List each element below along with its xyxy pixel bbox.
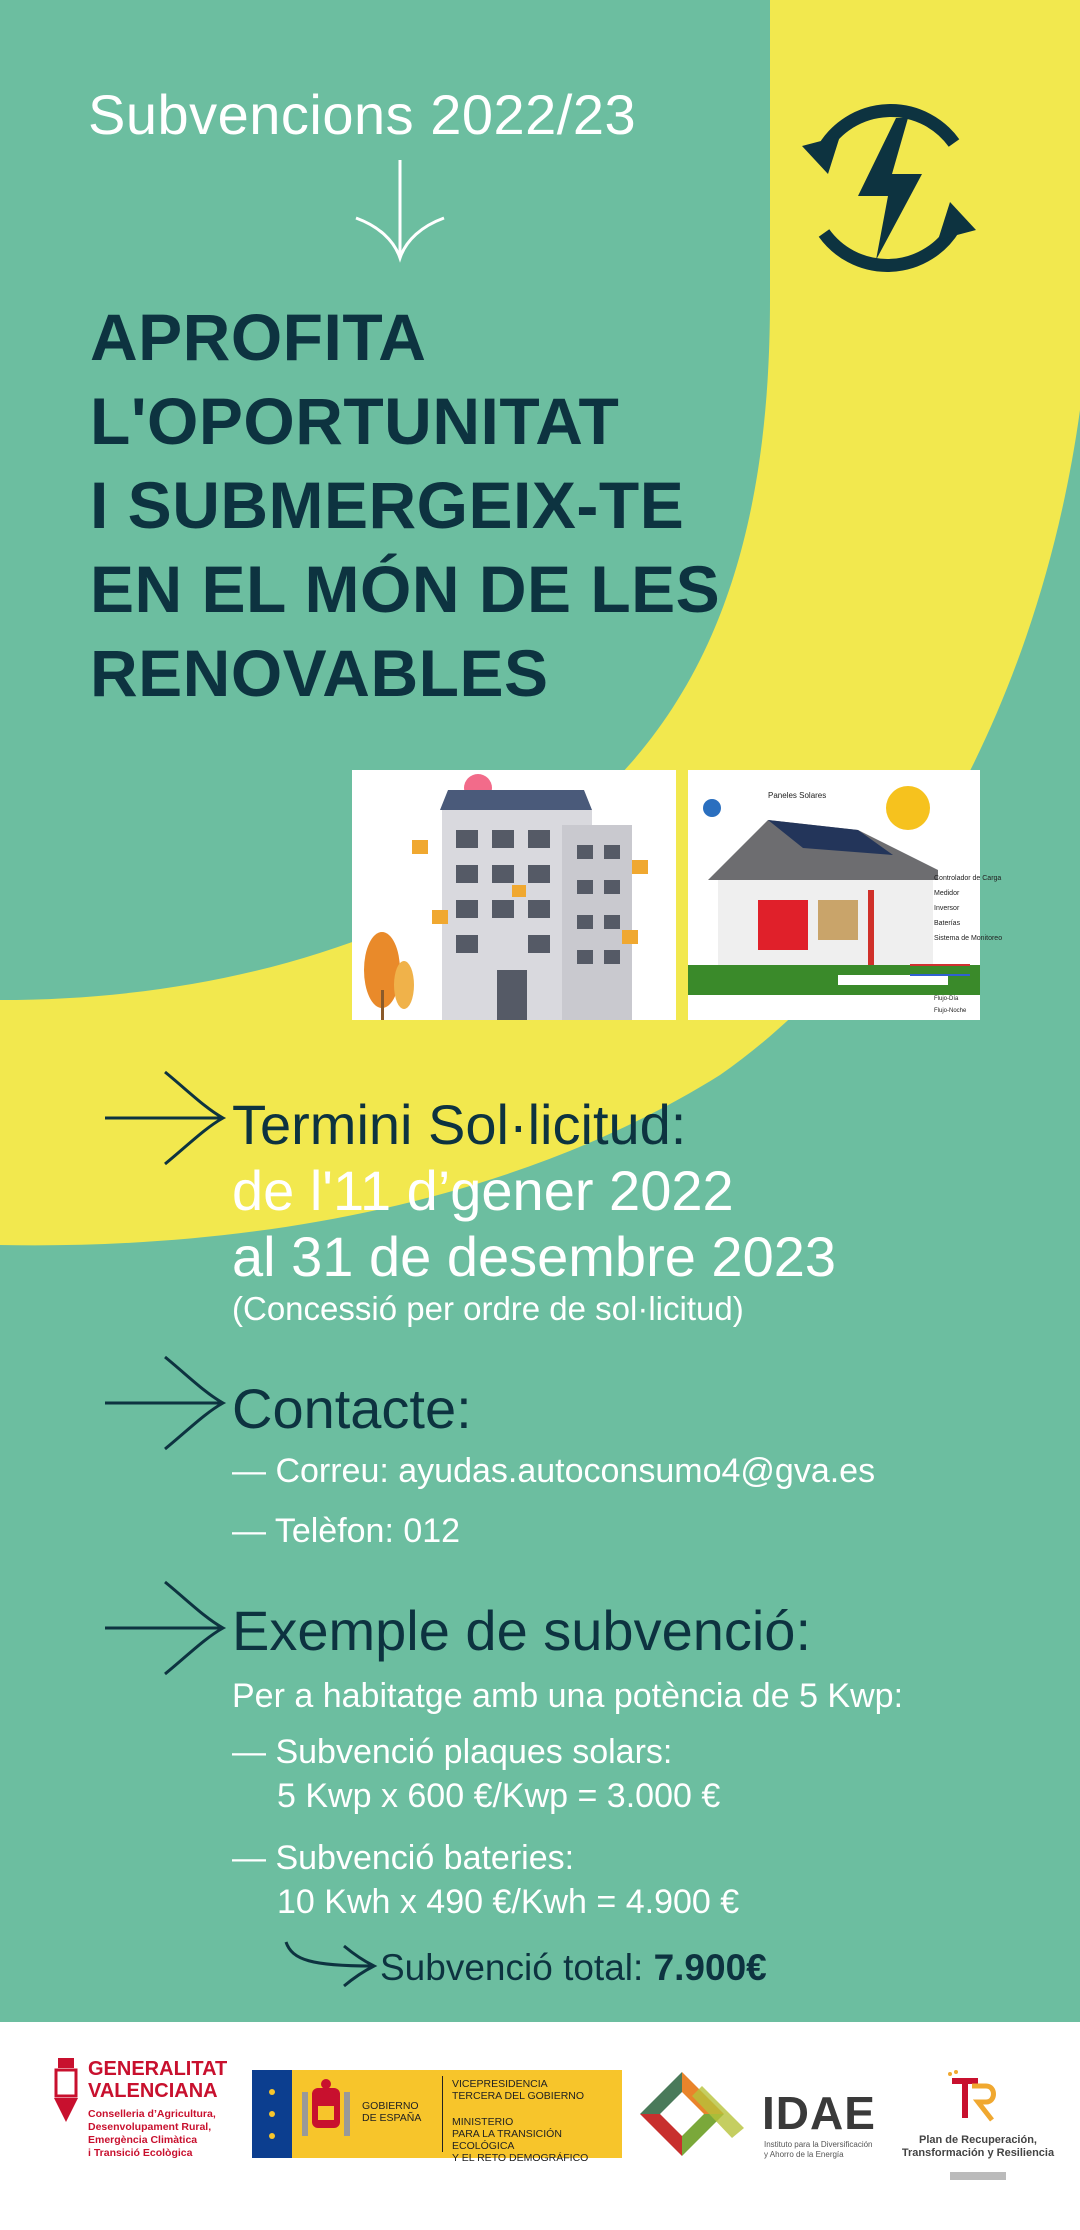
- gv-name-line2: VALENCIANA: [88, 2080, 218, 2102]
- footer-logos: [0, 2022, 1080, 2230]
- idae-subtitle: [764, 2140, 884, 2160]
- deadline-note: (Concessió per ordre de sol·licitud): [232, 1290, 744, 1327]
- spain-coat-of-arms-icon: [298, 2078, 354, 2150]
- headline-line: L'OPORTUNITAT: [90, 384, 620, 458]
- arrow-right-icon: [105, 1355, 225, 1451]
- label-monitoring: Sistema de Monitoreo: [934, 935, 1003, 942]
- arrow-right-icon: [105, 1070, 225, 1166]
- plan-line: Transformación y Resiliencia: [901, 2147, 1055, 2159]
- plan-line: Plan de Recuperación,: [919, 2134, 1037, 2146]
- label-flow-day: Flujo-Día: [934, 996, 959, 1002]
- headline-line: APROFITA: [90, 300, 427, 374]
- label-batteries: Baterías: [934, 920, 961, 927]
- label-solar-panels: Paneles Solares: [768, 791, 827, 800]
- idae-sub-line: y Ahorro de la Energía: [764, 2150, 844, 2159]
- example-solar-label: — Subvenció plaques solars:: [232, 1733, 673, 1771]
- idae-symbol-icon: [640, 2072, 750, 2156]
- total-value: 7.900€: [653, 1947, 767, 1988]
- gv-dept-line: Emergència Climàtica: [88, 2134, 198, 2146]
- gob-min-line: MINISTERIO: [452, 2116, 514, 2128]
- gv-department: [88, 2108, 216, 2160]
- gobierno-name: [362, 2100, 421, 2124]
- deadline-end: al 31 de desembre 2023: [232, 1225, 836, 1288]
- contact-phone[interactable]: — Telèfon: 012: [232, 1512, 461, 1550]
- total-label: Subvenció total:: [380, 1947, 654, 1988]
- gob-min-line: Y EL RETO DEMOGRÁFICO: [452, 2152, 589, 2164]
- label-flow-night: Flujo-Noche: [934, 1008, 967, 1014]
- gob-min-line: PARA LA TRANSICIÓN ECOLÓGICA: [452, 2128, 562, 2152]
- gob-vice-line: VICEPRESIDENCIA: [452, 2078, 548, 2090]
- solar-house-illustration: [688, 770, 1003, 1020]
- label-meter: Medidor: [934, 890, 960, 897]
- gob-vice-line: TERCERA DEL GOBIERNO: [452, 2090, 585, 2102]
- apartment-illustration: [352, 770, 676, 1020]
- plan-small-logos: [950, 2172, 1006, 2180]
- contact-email[interactable]: — Correu: ayudas.autoconsumo4@gva.es: [232, 1452, 876, 1490]
- headline-line: EN EL MÓN DE LES: [90, 552, 721, 626]
- subtitle: Subvencions 2022/23: [88, 83, 637, 146]
- solar-house-image: [688, 770, 1003, 1020]
- deadline-start: de l'11 d’gener 2022: [232, 1159, 734, 1222]
- gob-name-line: DE ESPAÑA: [362, 2112, 422, 2124]
- headline-line: I SUBMERGEIX-TE: [90, 468, 685, 542]
- idae-sub-line: Instituto para la Diversificación: [764, 2140, 873, 2149]
- idae-name: IDAE: [762, 2087, 876, 2139]
- arrow-right-icon: [105, 1580, 225, 1676]
- example-intro: Per a habitatge amb una potència de 5 Kwp:: [232, 1677, 904, 1715]
- contact-title: Contacte:: [232, 1377, 472, 1440]
- arrow-right-small-icon: [282, 1938, 378, 1992]
- gv-dept-line: i Transició Ecològica: [88, 2147, 193, 2159]
- label-inverter: Inversor: [934, 905, 960, 912]
- gv-name-line1: GENERALITAT: [88, 2058, 228, 2080]
- deadline-title: Termini Sol·licitud:: [232, 1093, 687, 1156]
- ministerio-text: [452, 2116, 622, 2164]
- lightning-refresh-icon: [784, 88, 994, 288]
- vicepresidencia-text: [452, 2078, 584, 2102]
- example-title: Exemple de subvenció:: [232, 1599, 812, 1662]
- example-battery-label: — Subvenció bateries:: [232, 1839, 575, 1877]
- gv-dept-line: Conselleria d’Agricultura,: [88, 2108, 216, 2120]
- label-charge-controller: Controlador de Carga: [934, 875, 1002, 882]
- example-solar-calc: 5 Kwp x 600 €/Kwp = 3.000 €: [277, 1777, 721, 1815]
- gobierno-espana-logo: [252, 2070, 622, 2164]
- headline: [90, 295, 810, 715]
- deadline-dates: [232, 1158, 836, 1290]
- generalitat-valenciana-logo: [52, 2052, 232, 2202]
- apartment-building-image: [352, 770, 676, 1020]
- gob-name-line: GOBIERNO: [362, 2100, 419, 2112]
- eu-flag-icon: [252, 2070, 292, 2158]
- headline-line: RENOVABLES: [90, 636, 549, 710]
- gv-shield-icon: [52, 2058, 82, 2124]
- arrow-down-icon: [350, 158, 450, 266]
- plan-recuperacion-text: [888, 2134, 1068, 2160]
- total-subsidy: [380, 1947, 767, 1989]
- gv-dept-line: Desenvolupament Rural,: [88, 2121, 212, 2133]
- example-battery-calc: 10 Kwh x 490 €/Kwh = 4.900 €: [277, 1883, 740, 1921]
- plan-recuperacion-logo-icon: [942, 2070, 1002, 2130]
